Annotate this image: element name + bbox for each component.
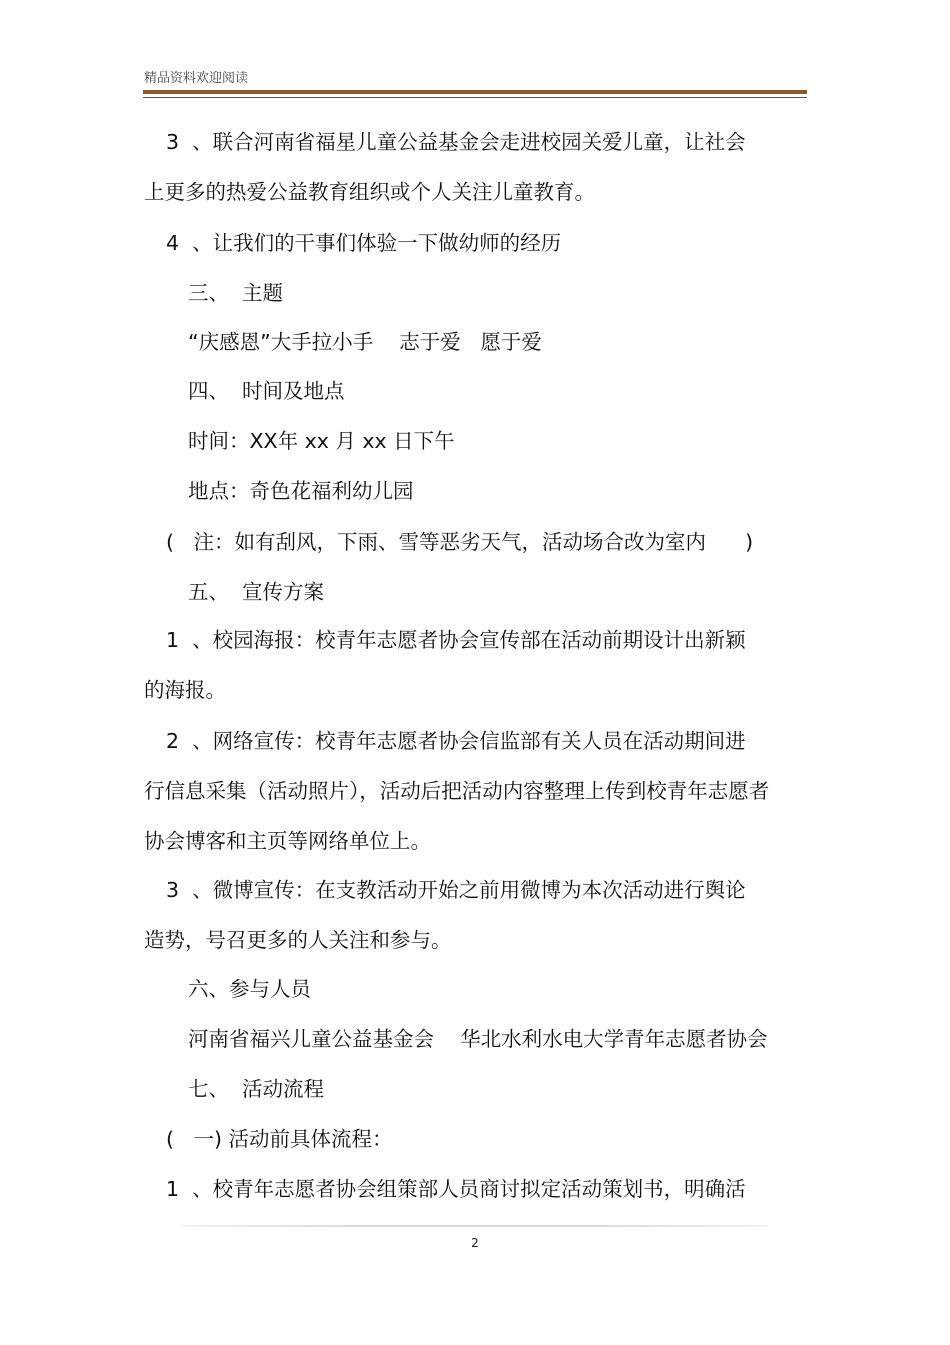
- paragraph-line: ( 注：如有刮风，下雨、雪等恶劣天气，活动场合改为室内 ): [166, 530, 754, 554]
- footer-divider: [183, 1225, 768, 1227]
- section-heading: 七、 活动流程: [188, 1077, 325, 1101]
- paragraph-line: 3 、微博宣传：在支教活动开始之前用微博为本次活动进行舆论: [166, 878, 746, 902]
- paragraph-line: 河南省福兴儿童公益基金会 华北水利水电大学青年志愿者协会: [188, 1027, 768, 1051]
- paragraph-line: 1 、校青年志愿者协会组策部人员商讨拟定活动策划书，明确活: [166, 1177, 746, 1201]
- page-number: 2: [471, 1236, 479, 1250]
- section-heading: 三、 主题: [188, 281, 284, 305]
- paragraph-line: 3 、联合河南省福星儿童公益基金会走进校园关爱儿童，让社会: [166, 130, 746, 154]
- paragraph-line: 的海报。: [144, 678, 226, 702]
- section-heading: 六、参与人员: [188, 977, 311, 1001]
- paragraph-line: 4 、让我们的干事们体验一下做幼师的经历: [166, 231, 562, 255]
- paragraph-line: 上更多的热爱公益教育组织或个人关注儿童教育。: [144, 180, 595, 204]
- paragraph-line: 时间：XX年 xx 月 xx 日下午: [188, 429, 455, 453]
- header-divider-thin: [143, 97, 807, 98]
- paragraph-line: 行信息采集（活动照片），活动后把活动内容整理上传到校青年志愿者: [144, 779, 770, 803]
- paragraph-line: 1 、校园海报：校青年志愿者协会宣传部在活动前期设计出新颖: [166, 628, 746, 652]
- header-divider: [143, 90, 807, 94]
- paragraph-line: ( 一) 活动前具体流程：: [166, 1127, 393, 1151]
- paragraph-line: 地点：奇色花福利幼儿园: [188, 479, 414, 503]
- section-heading: 五、 宣传方案: [188, 580, 325, 604]
- section-heading: 四、 时间及地点: [188, 379, 345, 403]
- header-title: 精品资料欢迎阅读: [144, 71, 249, 86]
- paragraph-line: 造势，号召更多的人关注和参与。: [144, 928, 452, 952]
- paragraph-line: 协会博客和主页等网络单位上。: [144, 829, 431, 853]
- paragraph-line: “庆感恩”大手拉小手 志于爱 愿于爱: [188, 330, 542, 354]
- paragraph-line: 2 、网络宣传：校青年志愿者协会信监部有关人员在活动期间进: [166, 729, 746, 753]
